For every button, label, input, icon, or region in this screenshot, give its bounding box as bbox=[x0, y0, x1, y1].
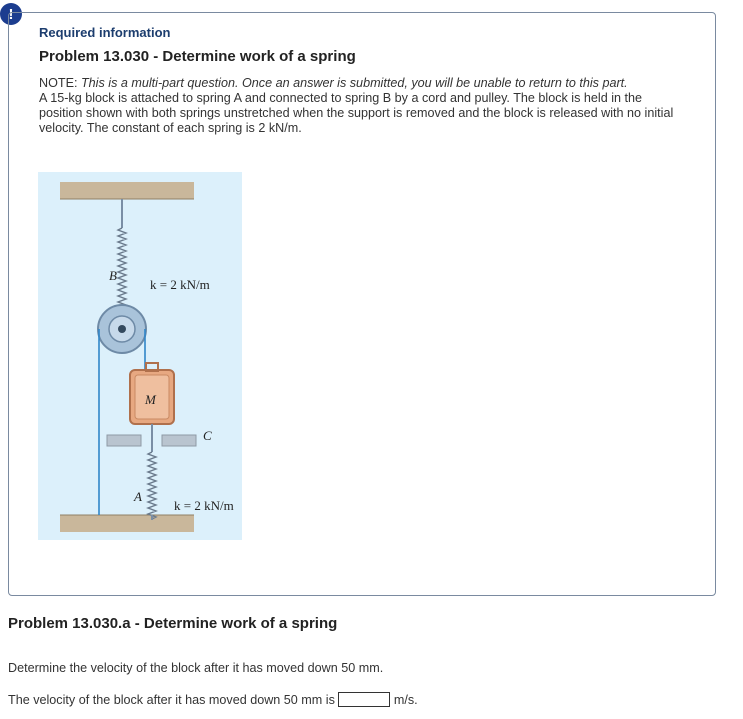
label-c: C bbox=[203, 428, 212, 443]
top-support bbox=[60, 182, 194, 199]
answer-unit: m/s. bbox=[393, 692, 418, 707]
part-a-title: Problem 13.030.a - Determine work of a spring bbox=[8, 615, 338, 632]
problem-statement: A 15-kg block is attached to spring A and connected to spring B by a cord and pulley. The block is held in the position shown with both springs unstretched when the support is removed and the block is released with no initial velocity. The constant of each spring is 2 kN/m. bbox=[39, 91, 674, 135]
bottom-support bbox=[60, 515, 194, 532]
figure-drawing bbox=[38, 172, 242, 540]
spring-b-constant: k = 2 kN/m bbox=[150, 277, 210, 292]
spring-label-b: B bbox=[109, 268, 117, 283]
answer-row bbox=[8, 692, 418, 707]
exclamation-icon: ! bbox=[0, 3, 22, 25]
problem-title: Problem 13.030 - Determine work of a spring bbox=[39, 48, 356, 65]
support-plate-right bbox=[162, 435, 196, 446]
note-body: This is a multi-part question. Once an answer is submitted, you will be unable to return to this part. bbox=[80, 76, 628, 90]
spring-a-constant: k = 2 kN/m bbox=[174, 498, 234, 513]
spring-pulley-figure bbox=[38, 172, 242, 540]
required-information-label: Required information bbox=[39, 25, 171, 40]
block-label-m: M bbox=[145, 392, 156, 407]
answer-prefix: The velocity of the block after it has moved down 50 mm is bbox=[8, 692, 335, 707]
problem-text bbox=[39, 76, 679, 136]
note-prefix: NOTE: bbox=[39, 76, 81, 90]
spring-a bbox=[148, 452, 156, 519]
velocity-answer-input[interactable] bbox=[338, 692, 390, 707]
spring-label-a: A bbox=[134, 489, 142, 504]
support-plate-left bbox=[107, 435, 141, 446]
part-a-question: Determine the velocity of the block after it has moved down 50 mm. bbox=[8, 661, 384, 675]
